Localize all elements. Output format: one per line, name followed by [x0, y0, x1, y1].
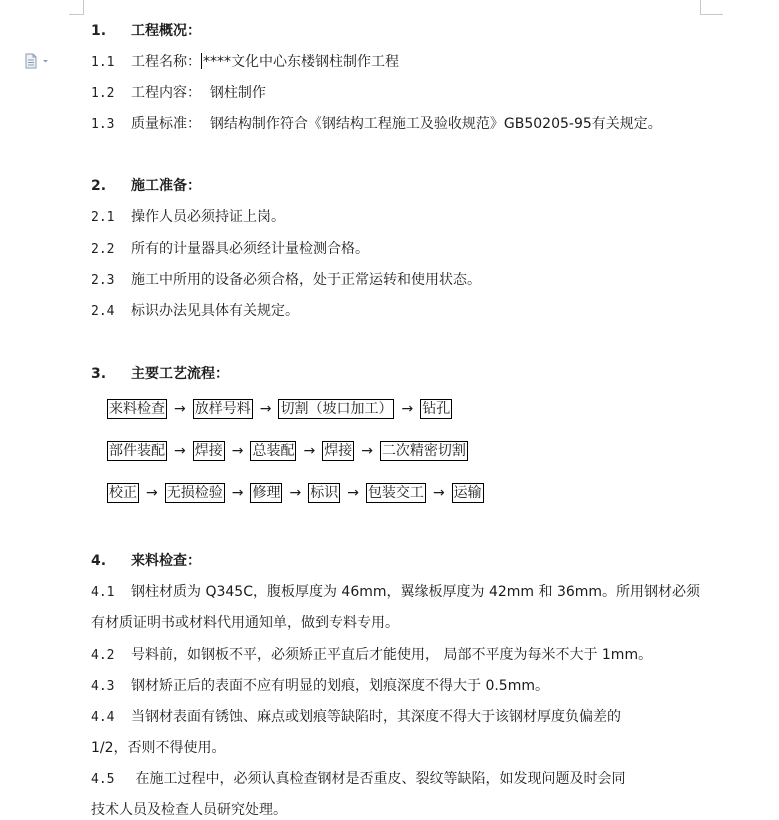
- section-title: 来料检查：: [131, 553, 201, 569]
- flow-step: 包装交工: [367, 485, 424, 501]
- flow-step: 运输: [453, 485, 482, 501]
- item-text: 钢柱材质为 Q345C，腹板厚度为 46mm，翼缘板厚度为 42mm 和 36mm。所用钢材必须: [131, 584, 701, 600]
- item-text: 所有的计量器具必须经计量检测合格。: [131, 241, 369, 257]
- section-title: 主要工艺流程：: [131, 366, 229, 382]
- flow-step: 总装配: [252, 443, 295, 459]
- item-text: 施工中所用的设备必须合格，处于正常运转和使用状态。: [131, 272, 481, 288]
- item-4-4: [91, 707, 621, 728]
- item-4-3: [91, 676, 549, 697]
- section-title: 施工准备：: [131, 178, 201, 194]
- item-number: 4.1: [91, 585, 115, 600]
- section-heading-2: [91, 176, 201, 196]
- flow-step: 钻孔: [422, 401, 451, 417]
- flow-step: 放样号料: [194, 401, 251, 417]
- item-1-1: [91, 52, 399, 73]
- page-corner-top-left: [69, 0, 84, 15]
- section-title: 工程概况：: [131, 23, 201, 39]
- item-number: 4.5: [91, 772, 115, 787]
- item-text: 技术人员及检查人员研究处理。: [91, 802, 287, 818]
- item-label: 工程名称：: [131, 54, 201, 70]
- item-number: 2.4: [91, 304, 115, 319]
- item-number: 2.3: [91, 273, 115, 288]
- item-text: 操作人员必须持证上岗。: [131, 209, 285, 225]
- flow-step: 校正: [109, 485, 137, 501]
- flow-arrow-icon: →: [401, 401, 414, 417]
- paragraph-options-icon[interactable]: [24, 53, 56, 69]
- flow-arrow-icon: →: [347, 485, 359, 501]
- section-heading-1: [91, 21, 201, 41]
- item-value: 钢柱制作: [209, 85, 266, 101]
- section-number: 3.: [91, 366, 107, 382]
- text-cursor: [201, 53, 202, 69]
- item-number: 4.3: [91, 679, 115, 694]
- flow-step: 来料检查: [109, 401, 165, 417]
- flow-step: 修理: [252, 485, 281, 501]
- flow-step: 标识: [310, 485, 339, 501]
- flow-arrow-icon: →: [432, 485, 445, 501]
- item-text: 钢材矫正后的表面不应有明显的划痕，划痕深度不得大于 0.5mm。: [131, 678, 549, 694]
- flow-arrow-icon: →: [174, 401, 186, 417]
- item-text: 号料前，如钢板不平，必须矫正平直后才能使用， 局部不平度为每米不大于 1mm。: [131, 647, 653, 663]
- process-flow-row-2: [107, 440, 468, 462]
- item-2-4: [91, 301, 299, 322]
- item-2-3: [91, 270, 481, 291]
- flow-arrow-icon: →: [303, 443, 316, 459]
- item-4-5: [91, 769, 625, 790]
- flow-arrow-icon: →: [231, 443, 244, 459]
- item-text: 有材质证明书或材料代用通知单，做到专料专用。: [91, 615, 399, 631]
- item-number: 4.2: [91, 648, 115, 663]
- flow-step: 部件装配: [109, 443, 165, 459]
- item-number: 2.2: [91, 242, 115, 257]
- item-1-2: [91, 83, 266, 104]
- item-4-2: [91, 645, 652, 666]
- item-number: 1.3: [91, 117, 115, 132]
- section-heading-4: [91, 551, 201, 571]
- process-flow-row-1: [107, 398, 452, 420]
- item-number: 1.1: [91, 55, 115, 70]
- item-value: 钢结构制作符合《钢结构工程施工及验收规范》GB50205-95有关规定。: [209, 116, 662, 132]
- item-4-4-continued: [91, 738, 226, 758]
- item-text: 当钢材表面有锈蚀、麻点或划痕等缺陷时，其深度不得大于该钢材厚度负偏差的: [131, 709, 621, 725]
- flow-arrow-icon: →: [289, 485, 302, 501]
- item-4-1-continued: [91, 613, 399, 633]
- section-number: 2.: [91, 178, 107, 194]
- item-number: 4.4: [91, 710, 115, 725]
- item-number: 1.2: [91, 86, 115, 101]
- flow-step: 焊接: [324, 443, 353, 459]
- flow-step: 无损检验: [166, 485, 223, 501]
- flow-arrow-icon: →: [174, 443, 186, 459]
- item-2-1: [91, 207, 285, 228]
- item-label: 质量标准：: [131, 116, 201, 132]
- flow-step: 二次精密切割: [381, 443, 466, 459]
- item-4-1: [91, 582, 700, 603]
- section-number: 1.: [91, 23, 107, 39]
- item-number: 2.1: [91, 210, 115, 225]
- section-heading-3: [91, 364, 229, 384]
- item-value: ****文化中心东楼钢柱制作工程: [203, 54, 399, 70]
- item-text: 1/2，否则不得使用。: [91, 740, 226, 756]
- flow-step: 切割（坡口加工）: [280, 401, 393, 417]
- flow-arrow-icon: →: [231, 485, 244, 501]
- item-label: 工程内容：: [131, 85, 201, 101]
- item-4-5-continued: [91, 800, 287, 820]
- item-2-2: [91, 239, 369, 260]
- section-number: 4.: [91, 553, 107, 569]
- flow-arrow-icon: →: [361, 443, 373, 459]
- flow-step: 焊接: [194, 443, 223, 459]
- page-corner-top-right: [700, 0, 723, 15]
- flow-arrow-icon: →: [146, 485, 158, 501]
- flow-arrow-icon: →: [259, 401, 272, 417]
- item-text: 标识办法见具体有关规定。: [131, 303, 299, 319]
- process-flow-row-3: [107, 482, 484, 504]
- item-1-3: [91, 114, 662, 135]
- item-text: 在施工过程中，必须认真检查钢材是否重皮、裂纹等缺陷，如发现问题及时会同: [131, 771, 626, 787]
